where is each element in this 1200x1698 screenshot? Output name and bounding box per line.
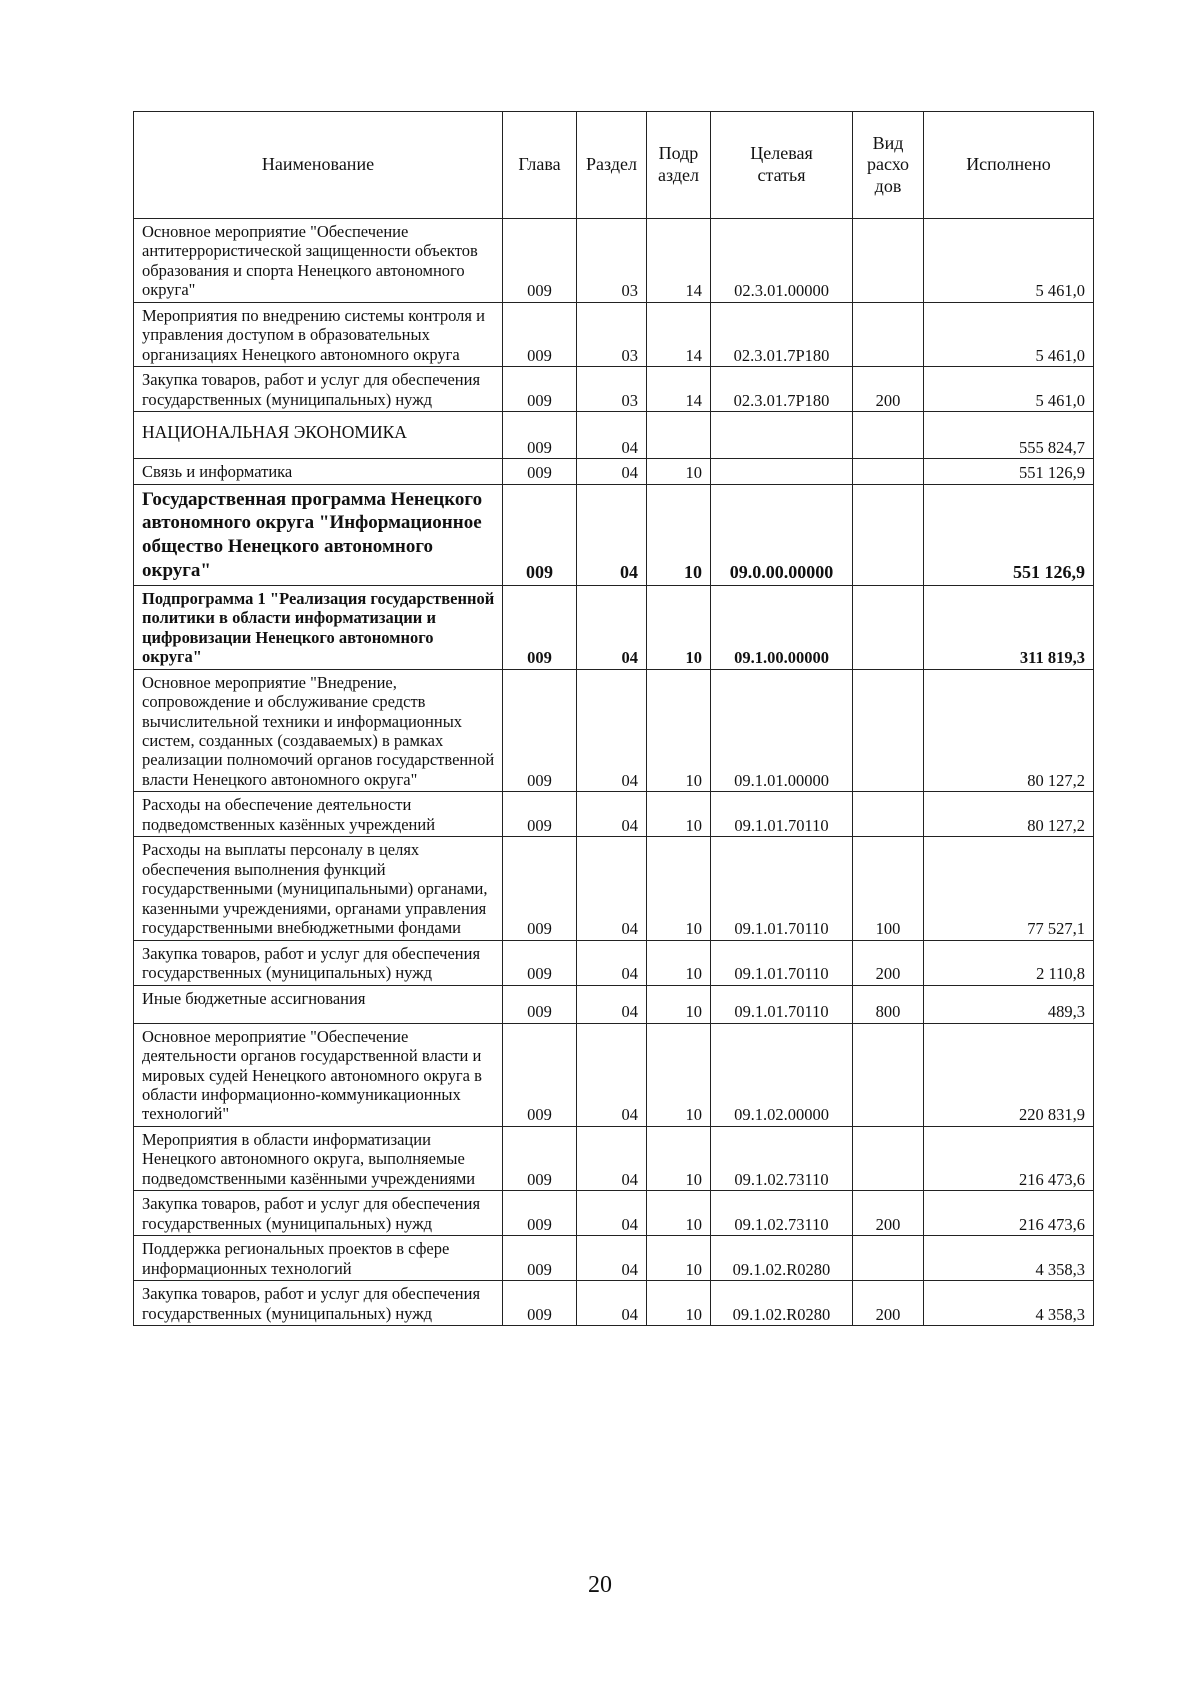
cell-tselevaya: 09.1.02.73110 [711,1191,853,1236]
header-ispolneno: Исполнено [924,112,1094,219]
cell-name: Закупка товаров, работ и услуг для обеспечения государственных (муниципальных) нужд [134,1281,503,1326]
cell-tselevaya: 09.1.02.R0280 [711,1236,853,1281]
cell-ispolneno: 80 127,2 [924,669,1094,792]
table-row [134,1126,1094,1190]
cell-glava: 009 [503,792,577,837]
table-row [134,367,1094,412]
cell-podrazdel: 10 [647,585,711,669]
cell-ispolneno: 551 126,9 [924,459,1094,484]
budget-table [133,111,1094,1326]
cell-tselevaya: 09.1.02.R0280 [711,1281,853,1326]
cell-glava: 009 [503,1023,577,1126]
cell-name: Мероприятия по внедрению системы контроля и управления доступом в образовательных организациях Ненецкого автономного округа [134,302,503,366]
cell-ispolneno: 4 358,3 [924,1236,1094,1281]
cell-ispolneno: 551 126,9 [924,484,1094,585]
header-glava: Глава [503,112,577,219]
cell-name: Подпрограмма 1 "Реализация государственной политики в области информатизации и цифровизации Ненецкого автономного округа" [134,585,503,669]
cell-glava: 009 [503,837,577,940]
cell-vid [853,412,924,459]
cell-name: Основное мероприятие "Обеспечение антитеррористической защищенности объектов образования и спорта Ненецкого автономного округа" [134,219,503,303]
cell-vid: 200 [853,1191,924,1236]
cell-razdel: 04 [577,585,647,669]
cell-name: Закупка товаров, работ и услуг для обеспечения государственных (муниципальных) нужд [134,940,503,985]
cell-vid: 800 [853,985,924,1023]
cell-glava: 009 [503,985,577,1023]
header-name: Наименование [134,112,503,219]
cell-podrazdel: 10 [647,1281,711,1326]
cell-name: Основное мероприятие "Обеспечение деятельности органов государственной власти и мировых судей Ненецкого автономного округа в области информационно-коммуникационных технологий" [134,1023,503,1126]
cell-name: Расходы на выплаты персоналу в целях обеспечения выполнения функций государственными (муниципальными) органами, казенными учреждениями, органами управления государственными внебюджетными фондами [134,837,503,940]
cell-glava: 009 [503,484,577,585]
cell-glava: 009 [503,219,577,303]
cell-tselevaya: 09.1.01.70110 [711,792,853,837]
cell-podrazdel: 10 [647,484,711,585]
cell-ispolneno: 220 831,9 [924,1023,1094,1126]
cell-razdel: 04 [577,459,647,484]
cell-name: Закупка товаров, работ и услуг для обеспечения государственных (муниципальных) нужд [134,367,503,412]
cell-razdel: 04 [577,1236,647,1281]
cell-podrazdel: 10 [647,459,711,484]
cell-name: Государственная программа Ненецкого автономного округа "Информационное общество Ненецкого автономного округа" [134,484,503,585]
cell-glava: 009 [503,1236,577,1281]
cell-tselevaya: 09.1.01.00000 [711,669,853,792]
cell-tselevaya: 02.3.01.00000 [711,219,853,303]
cell-razdel: 04 [577,940,647,985]
table-row [134,302,1094,366]
page-number: 20 [588,1572,612,1598]
cell-ispolneno: 5 461,0 [924,219,1094,303]
cell-podrazdel: 10 [647,669,711,792]
cell-ispolneno: 77 527,1 [924,837,1094,940]
table-row [134,985,1094,1023]
cell-podrazdel: 14 [647,367,711,412]
header-podrazdel: Подр аздел [647,112,711,219]
table-row-program [134,484,1094,585]
cell-razdel: 03 [577,219,647,303]
cell-vid: 200 [853,367,924,412]
table-row [134,1023,1094,1126]
cell-name: НАЦИОНАЛЬНАЯ ЭКОНОМИКА [134,412,503,459]
cell-tselevaya: 09.1.00.00000 [711,585,853,669]
cell-tselevaya: 02.3.01.7Р180 [711,367,853,412]
cell-glava: 009 [503,367,577,412]
cell-podrazdel: 10 [647,985,711,1023]
header-vid: Вид расхо дов [853,112,924,219]
cell-name: Иные бюджетные ассигнования [134,985,503,1023]
cell-ispolneno: 5 461,0 [924,302,1094,366]
header-razdel: Раздел [577,112,647,219]
cell-tselevaya: 09.1.02.73110 [711,1126,853,1190]
cell-ispolneno: 555 824,7 [924,412,1094,459]
cell-vid: 200 [853,1281,924,1326]
cell-vid: 100 [853,837,924,940]
cell-podrazdel: 10 [647,837,711,940]
cell-podrazdel: 14 [647,302,711,366]
table-row [134,940,1094,985]
table-row [134,412,1094,459]
cell-ispolneno: 4 358,3 [924,1281,1094,1326]
cell-vid [853,1126,924,1190]
table-row [134,837,1094,940]
cell-razdel: 04 [577,1126,647,1190]
table-row [134,792,1094,837]
cell-ispolneno: 5 461,0 [924,367,1094,412]
cell-tselevaya: 09.1.01.70110 [711,837,853,940]
cell-podrazdel: 10 [647,1023,711,1126]
cell-glava: 009 [503,412,577,459]
cell-name: Закупка товаров, работ и услуг для обеспечения государственных (муниципальных) нужд [134,1191,503,1236]
cell-razdel: 04 [577,985,647,1023]
table-body [134,219,1094,1326]
cell-name: Поддержка региональных проектов в сфере информационных технологий [134,1236,503,1281]
cell-podrazdel: 10 [647,1236,711,1281]
cell-razdel: 04 [577,792,647,837]
cell-vid: 200 [853,940,924,985]
cell-tselevaya [711,459,853,484]
table-row [134,1236,1094,1281]
cell-glava: 009 [503,1126,577,1190]
cell-podrazdel [647,412,711,459]
cell-razdel: 03 [577,367,647,412]
cell-tselevaya: 09.0.00.00000 [711,484,853,585]
cell-vid [853,459,924,484]
cell-glava: 009 [503,1281,577,1326]
cell-glava: 009 [503,1191,577,1236]
cell-vid [853,302,924,366]
cell-tselevaya: 09.1.01.70110 [711,985,853,1023]
cell-glava: 009 [503,669,577,792]
cell-ispolneno: 489,3 [924,985,1094,1023]
cell-tselevaya: 02.3.01.7Р180 [711,302,853,366]
cell-vid [853,669,924,792]
cell-name: Расходы на обеспечение деятельности подведомственных казённых учреждений [134,792,503,837]
table-header [134,112,1094,219]
table-row [134,1191,1094,1236]
table-row [134,459,1094,484]
cell-vid [853,1023,924,1126]
cell-glava: 009 [503,302,577,366]
cell-glava: 009 [503,459,577,484]
table-row [134,1281,1094,1326]
cell-podrazdel: 14 [647,219,711,303]
table-row-subprogram [134,585,1094,669]
cell-razdel: 04 [577,1191,647,1236]
cell-razdel: 04 [577,837,647,940]
cell-razdel: 03 [577,302,647,366]
cell-vid [853,585,924,669]
cell-razdel: 04 [577,669,647,792]
header-tselevaya: Целевая статья [711,112,853,219]
table-row [134,219,1094,303]
cell-tselevaya: 09.1.02.00000 [711,1023,853,1126]
cell-vid [853,1236,924,1281]
cell-glava: 009 [503,940,577,985]
cell-podrazdel: 10 [647,1126,711,1190]
cell-vid [853,484,924,585]
cell-razdel: 04 [577,1023,647,1126]
cell-podrazdel: 10 [647,1191,711,1236]
cell-ispolneno: 311 819,3 [924,585,1094,669]
cell-name: Связь и информатика [134,459,503,484]
cell-vid [853,792,924,837]
cell-ispolneno: 2 110,8 [924,940,1094,985]
cell-name: Мероприятия в области информатизации Ненецкого автономного округа, выполняемые подведомственными казёнными учреждениями [134,1126,503,1190]
cell-podrazdel: 10 [647,792,711,837]
cell-tselevaya [711,412,853,459]
cell-razdel: 04 [577,1281,647,1326]
cell-razdel: 04 [577,484,647,585]
table-row [134,669,1094,792]
cell-ispolneno: 216 473,6 [924,1191,1094,1236]
cell-tselevaya: 09.1.01.70110 [711,940,853,985]
cell-name: Основное мероприятие "Внедрение, сопровождение и обслуживание средств вычислительной техники и информационных систем, созданных (создаваемых) в рамках реализации полномочий органов государственной власти Ненецкого автономного округа" [134,669,503,792]
cell-glava: 009 [503,585,577,669]
cell-podrazdel: 10 [647,940,711,985]
cell-ispolneno: 80 127,2 [924,792,1094,837]
cell-ispolneno: 216 473,6 [924,1126,1094,1190]
cell-vid [853,219,924,303]
cell-razdel: 04 [577,412,647,459]
